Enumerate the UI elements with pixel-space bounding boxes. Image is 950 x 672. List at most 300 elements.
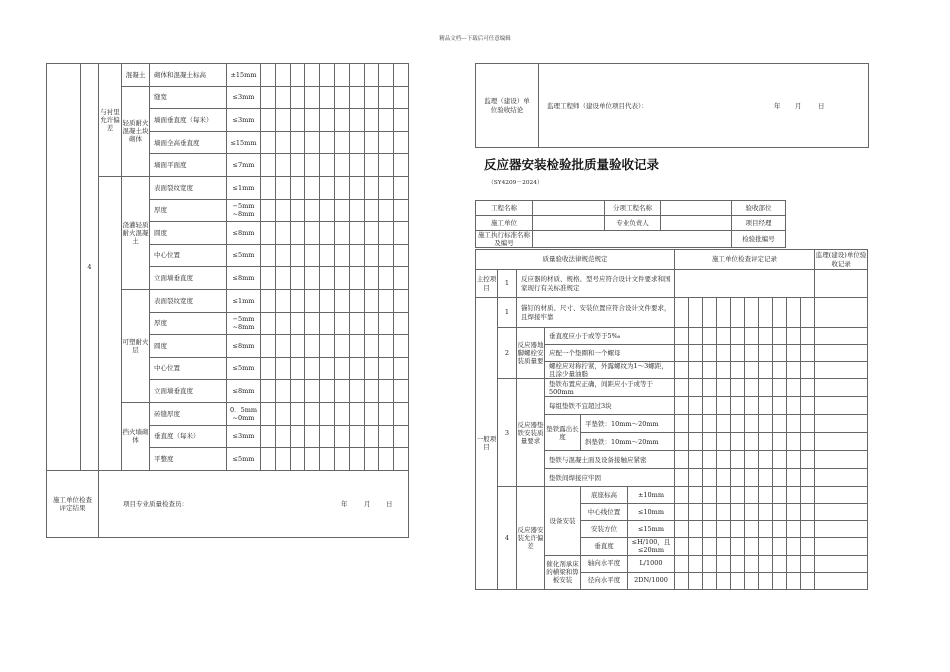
left-check-cell[interactable]	[275, 312, 290, 335]
general-check-cell[interactable]	[745, 298, 759, 328]
general-check-cell[interactable]	[773, 487, 787, 504]
general-check-cell[interactable]	[703, 298, 717, 328]
left-check-cell[interactable]	[349, 154, 364, 177]
general-check-cell[interactable]	[759, 362, 773, 379]
general-check-cell[interactable]	[675, 521, 689, 538]
general-check-cell[interactable]	[773, 555, 787, 572]
left-check-cell[interactable]	[290, 425, 305, 448]
general-check-cell[interactable]	[745, 345, 759, 362]
general-check-cell[interactable]	[731, 328, 745, 345]
general-check-cell[interactable]	[717, 451, 731, 469]
left-check-cell[interactable]	[275, 244, 290, 267]
general-check-cell[interactable]	[745, 469, 759, 487]
general-sup-cell[interactable]	[815, 504, 868, 521]
left-check-cell[interactable]	[320, 402, 335, 425]
left-check-cell[interactable]	[394, 448, 409, 471]
left-check-cell[interactable]	[305, 222, 320, 245]
left-check-cell[interactable]	[261, 109, 276, 132]
left-check-cell[interactable]	[379, 267, 394, 290]
left-check-cell[interactable]	[305, 86, 320, 109]
general-check-cell[interactable]	[731, 572, 745, 589]
general-check-cell[interactable]	[745, 433, 759, 451]
left-check-cell[interactable]	[305, 402, 320, 425]
general-check-cell[interactable]	[689, 451, 703, 469]
general-sup-cell[interactable]	[815, 555, 868, 572]
left-check-cell[interactable]	[261, 448, 276, 471]
general-check-cell[interactable]	[787, 555, 801, 572]
general-sup-cell[interactable]	[815, 379, 868, 397]
general-check-cell[interactable]	[703, 362, 717, 379]
general-check-cell[interactable]	[731, 521, 745, 538]
left-check-cell[interactable]	[379, 402, 394, 425]
general-check-cell[interactable]	[773, 538, 787, 555]
left-check-cell[interactable]	[364, 86, 379, 109]
general-check-cell[interactable]	[801, 433, 815, 451]
general-check-cell[interactable]	[689, 555, 703, 572]
left-check-cell[interactable]	[290, 244, 305, 267]
left-check-cell[interactable]	[334, 289, 349, 312]
general-check-cell[interactable]	[759, 379, 773, 397]
general-check-cell[interactable]	[787, 415, 801, 433]
left-check-cell[interactable]	[349, 425, 364, 448]
left-check-cell[interactable]	[394, 86, 409, 109]
general-check-cell[interactable]	[745, 555, 759, 572]
general-check-cell[interactable]	[675, 362, 689, 379]
general-sup-cell[interactable]	[815, 521, 868, 538]
general-check-cell[interactable]	[703, 469, 717, 487]
left-check-cell[interactable]	[320, 109, 335, 132]
left-check-cell[interactable]	[334, 335, 349, 358]
left-check-cell[interactable]	[394, 199, 409, 222]
left-check-cell[interactable]	[334, 176, 349, 199]
general-sup-cell[interactable]	[815, 397, 868, 415]
general-check-cell[interactable]	[773, 362, 787, 379]
general-check-cell[interactable]	[689, 521, 703, 538]
left-check-cell[interactable]	[364, 222, 379, 245]
left-check-cell[interactable]	[290, 64, 305, 87]
general-sup-cell[interactable]	[815, 433, 868, 451]
general-check-cell[interactable]	[689, 397, 703, 415]
left-check-cell[interactable]	[394, 357, 409, 380]
left-check-cell[interactable]	[364, 109, 379, 132]
left-check-cell[interactable]	[364, 289, 379, 312]
general-check-cell[interactable]	[717, 415, 731, 433]
general-check-cell[interactable]	[717, 433, 731, 451]
left-check-cell[interactable]	[379, 64, 394, 87]
left-check-cell[interactable]	[261, 267, 276, 290]
left-check-cell[interactable]	[275, 86, 290, 109]
general-check-cell[interactable]	[689, 345, 703, 362]
left-check-cell[interactable]	[394, 312, 409, 335]
general-check-cell[interactable]	[759, 469, 773, 487]
left-check-cell[interactable]	[305, 357, 320, 380]
left-check-cell[interactable]	[261, 380, 276, 403]
left-check-cell[interactable]	[334, 199, 349, 222]
left-check-cell[interactable]	[320, 176, 335, 199]
left-check-cell[interactable]	[379, 199, 394, 222]
left-check-cell[interactable]	[261, 335, 276, 358]
left-check-cell[interactable]	[290, 402, 305, 425]
left-check-cell[interactable]	[320, 199, 335, 222]
general-check-cell[interactable]	[703, 328, 717, 345]
left-check-cell[interactable]	[290, 154, 305, 177]
left-check-cell[interactable]	[349, 448, 364, 471]
left-check-cell[interactable]	[261, 131, 276, 154]
left-check-cell[interactable]	[275, 289, 290, 312]
general-check-cell[interactable]	[787, 451, 801, 469]
general-check-cell[interactable]	[787, 521, 801, 538]
general-check-cell[interactable]	[675, 487, 689, 504]
general-check-cell[interactable]	[689, 328, 703, 345]
general-check-cell[interactable]	[703, 504, 717, 521]
left-check-cell[interactable]	[349, 335, 364, 358]
general-check-cell[interactable]	[703, 379, 717, 397]
left-check-cell[interactable]	[334, 244, 349, 267]
general-check-cell[interactable]	[787, 487, 801, 504]
left-check-cell[interactable]	[394, 154, 409, 177]
left-check-cell[interactable]	[305, 244, 320, 267]
general-sup-cell[interactable]	[815, 451, 868, 469]
left-check-cell[interactable]	[275, 267, 290, 290]
left-check-cell[interactable]	[305, 380, 320, 403]
general-sup-cell[interactable]	[815, 345, 868, 362]
left-check-cell[interactable]	[349, 64, 364, 87]
left-check-cell[interactable]	[364, 425, 379, 448]
general-check-cell[interactable]	[773, 469, 787, 487]
general-check-cell[interactable]	[773, 521, 787, 538]
general-check-cell[interactable]	[703, 415, 717, 433]
general-check-cell[interactable]	[717, 362, 731, 379]
left-check-cell[interactable]	[349, 222, 364, 245]
left-check-cell[interactable]	[261, 86, 276, 109]
left-check-cell[interactable]	[364, 199, 379, 222]
general-check-cell[interactable]	[717, 538, 731, 555]
general-check-cell[interactable]	[689, 362, 703, 379]
left-check-cell[interactable]	[290, 335, 305, 358]
left-check-cell[interactable]	[379, 289, 394, 312]
general-check-cell[interactable]	[675, 469, 689, 487]
left-check-cell[interactable]	[275, 154, 290, 177]
left-check-cell[interactable]	[290, 312, 305, 335]
general-check-cell[interactable]	[703, 345, 717, 362]
general-check-cell[interactable]	[675, 328, 689, 345]
general-check-cell[interactable]	[717, 469, 731, 487]
general-check-cell[interactable]	[759, 521, 773, 538]
left-check-cell[interactable]	[334, 448, 349, 471]
left-check-cell[interactable]	[379, 357, 394, 380]
general-check-cell[interactable]	[801, 572, 815, 589]
general-check-cell[interactable]	[731, 379, 745, 397]
general-check-cell[interactable]	[759, 487, 773, 504]
general-check-cell[interactable]	[745, 572, 759, 589]
general-check-cell[interactable]	[759, 504, 773, 521]
general-check-cell[interactable]	[801, 451, 815, 469]
general-check-cell[interactable]	[787, 298, 801, 328]
left-check-cell[interactable]	[275, 402, 290, 425]
left-check-cell[interactable]	[275, 64, 290, 87]
general-check-cell[interactable]	[731, 555, 745, 572]
left-check-cell[interactable]	[275, 448, 290, 471]
general-check-cell[interactable]	[745, 362, 759, 379]
general-check-cell[interactable]	[675, 345, 689, 362]
left-check-cell[interactable]	[261, 244, 276, 267]
left-check-cell[interactable]	[320, 222, 335, 245]
left-check-cell[interactable]	[394, 176, 409, 199]
general-check-cell[interactable]	[703, 487, 717, 504]
left-check-cell[interactable]	[349, 267, 364, 290]
general-check-cell[interactable]	[703, 555, 717, 572]
general-check-cell[interactable]	[801, 415, 815, 433]
left-check-cell[interactable]	[394, 425, 409, 448]
left-check-cell[interactable]	[290, 357, 305, 380]
general-check-cell[interactable]	[801, 487, 815, 504]
left-check-cell[interactable]	[364, 154, 379, 177]
general-check-cell[interactable]	[801, 362, 815, 379]
left-check-cell[interactable]	[334, 154, 349, 177]
left-check-cell[interactable]	[364, 244, 379, 267]
general-check-cell[interactable]	[759, 451, 773, 469]
left-check-cell[interactable]	[290, 267, 305, 290]
left-check-cell[interactable]	[305, 199, 320, 222]
general-check-cell[interactable]	[801, 538, 815, 555]
general-check-cell[interactable]	[731, 298, 745, 328]
general-check-cell[interactable]	[717, 298, 731, 328]
sub-project-value[interactable]	[661, 201, 732, 216]
left-check-cell[interactable]	[290, 86, 305, 109]
left-check-cell[interactable]	[379, 131, 394, 154]
left-check-cell[interactable]	[261, 176, 276, 199]
left-check-cell[interactable]	[379, 176, 394, 199]
left-check-cell[interactable]	[379, 380, 394, 403]
left-check-cell[interactable]	[334, 380, 349, 403]
general-check-cell[interactable]	[731, 451, 745, 469]
general-check-cell[interactable]	[675, 433, 689, 451]
left-check-cell[interactable]	[349, 357, 364, 380]
left-check-cell[interactable]	[261, 357, 276, 380]
left-check-cell[interactable]	[364, 267, 379, 290]
left-check-cell[interactable]	[364, 357, 379, 380]
general-check-cell[interactable]	[689, 469, 703, 487]
general-check-cell[interactable]	[745, 451, 759, 469]
general-check-cell[interactable]	[773, 504, 787, 521]
general-check-cell[interactable]	[787, 469, 801, 487]
left-check-cell[interactable]	[379, 312, 394, 335]
general-check-cell[interactable]	[801, 521, 815, 538]
left-check-cell[interactable]	[334, 222, 349, 245]
left-check-cell[interactable]	[290, 109, 305, 132]
general-check-cell[interactable]	[745, 328, 759, 345]
general-check-cell[interactable]	[759, 328, 773, 345]
general-check-cell[interactable]	[717, 521, 731, 538]
general-check-cell[interactable]	[675, 504, 689, 521]
general-check-cell[interactable]	[703, 451, 717, 469]
main-sup[interactable]	[815, 270, 868, 298]
left-check-cell[interactable]	[349, 289, 364, 312]
general-check-cell[interactable]	[787, 328, 801, 345]
general-check-cell[interactable]	[773, 433, 787, 451]
general-check-cell[interactable]	[773, 397, 787, 415]
general-check-cell[interactable]	[675, 415, 689, 433]
left-check-cell[interactable]	[290, 380, 305, 403]
general-check-cell[interactable]	[689, 379, 703, 397]
general-check-cell[interactable]	[801, 379, 815, 397]
general-sup-cell[interactable]	[815, 415, 868, 433]
left-check-cell[interactable]	[394, 222, 409, 245]
general-check-cell[interactable]	[801, 397, 815, 415]
general-check-cell[interactable]	[689, 298, 703, 328]
left-check-cell[interactable]	[275, 425, 290, 448]
left-check-cell[interactable]	[334, 425, 349, 448]
general-check-cell[interactable]	[703, 538, 717, 555]
general-sup-cell[interactable]	[815, 538, 868, 555]
left-check-cell[interactable]	[261, 312, 276, 335]
left-check-cell[interactable]	[349, 380, 364, 403]
left-check-cell[interactable]	[275, 222, 290, 245]
left-check-cell[interactable]	[379, 109, 394, 132]
general-sup-cell[interactable]	[815, 362, 868, 379]
left-check-cell[interactable]	[305, 176, 320, 199]
general-check-cell[interactable]	[675, 397, 689, 415]
left-check-cell[interactable]	[261, 289, 276, 312]
left-check-cell[interactable]	[379, 425, 394, 448]
general-sup-cell[interactable]	[815, 572, 868, 589]
general-check-cell[interactable]	[773, 451, 787, 469]
general-sup-cell[interactable]	[815, 487, 868, 504]
left-check-cell[interactable]	[379, 335, 394, 358]
general-check-cell[interactable]	[731, 415, 745, 433]
general-check-cell[interactable]	[731, 397, 745, 415]
left-check-cell[interactable]	[394, 244, 409, 267]
general-check-cell[interactable]	[787, 504, 801, 521]
left-check-cell[interactable]	[349, 176, 364, 199]
left-check-cell[interactable]	[305, 289, 320, 312]
left-check-cell[interactable]	[364, 402, 379, 425]
left-check-cell[interactable]	[305, 448, 320, 471]
general-check-cell[interactable]	[773, 298, 787, 328]
general-check-cell[interactable]	[717, 345, 731, 362]
left-check-cell[interactable]	[349, 109, 364, 132]
general-check-cell[interactable]	[759, 572, 773, 589]
general-check-cell[interactable]	[703, 397, 717, 415]
left-check-cell[interactable]	[290, 176, 305, 199]
left-check-cell[interactable]	[320, 448, 335, 471]
general-check-cell[interactable]	[717, 379, 731, 397]
left-check-cell[interactable]	[290, 448, 305, 471]
left-check-cell[interactable]	[394, 131, 409, 154]
left-check-cell[interactable]	[364, 131, 379, 154]
general-check-cell[interactable]	[717, 572, 731, 589]
left-check-cell[interactable]	[379, 244, 394, 267]
general-check-cell[interactable]	[731, 362, 745, 379]
left-check-cell[interactable]	[320, 131, 335, 154]
general-check-cell[interactable]	[689, 504, 703, 521]
left-check-cell[interactable]	[320, 425, 335, 448]
left-check-cell[interactable]	[394, 267, 409, 290]
left-check-cell[interactable]	[349, 244, 364, 267]
left-check-cell[interactable]	[261, 199, 276, 222]
left-check-cell[interactable]	[261, 64, 276, 87]
general-check-cell[interactable]	[787, 433, 801, 451]
left-check-cell[interactable]	[379, 222, 394, 245]
left-check-cell[interactable]	[394, 64, 409, 87]
left-check-cell[interactable]	[334, 357, 349, 380]
general-check-cell[interactable]	[773, 572, 787, 589]
left-check-cell[interactable]	[334, 312, 349, 335]
left-check-cell[interactable]	[290, 222, 305, 245]
left-check-cell[interactable]	[320, 64, 335, 87]
left-check-cell[interactable]	[305, 64, 320, 87]
left-check-cell[interactable]	[261, 222, 276, 245]
left-check-cell[interactable]	[261, 154, 276, 177]
left-check-cell[interactable]	[349, 402, 364, 425]
left-check-cell[interactable]	[364, 312, 379, 335]
general-check-cell[interactable]	[703, 521, 717, 538]
general-sup-cell[interactable]	[815, 469, 868, 487]
left-check-cell[interactable]	[364, 335, 379, 358]
general-check-cell[interactable]	[731, 504, 745, 521]
general-check-cell[interactable]	[787, 345, 801, 362]
left-check-cell[interactable]	[364, 64, 379, 87]
general-check-cell[interactable]	[773, 328, 787, 345]
left-check-cell[interactable]	[334, 64, 349, 87]
general-check-cell[interactable]	[675, 572, 689, 589]
general-check-cell[interactable]	[675, 555, 689, 572]
general-check-cell[interactable]	[745, 415, 759, 433]
general-check-cell[interactable]	[801, 555, 815, 572]
general-check-cell[interactable]	[731, 469, 745, 487]
general-sup-cell[interactable]	[815, 298, 868, 328]
general-check-cell[interactable]	[801, 345, 815, 362]
general-check-cell[interactable]	[745, 504, 759, 521]
left-check-cell[interactable]	[290, 289, 305, 312]
general-check-cell[interactable]	[787, 362, 801, 379]
general-check-cell[interactable]	[787, 379, 801, 397]
left-check-cell[interactable]	[261, 402, 276, 425]
general-check-cell[interactable]	[689, 415, 703, 433]
left-check-cell[interactable]	[394, 402, 409, 425]
general-check-cell[interactable]	[675, 298, 689, 328]
left-check-cell[interactable]	[290, 131, 305, 154]
left-check-cell[interactable]	[320, 244, 335, 267]
left-check-cell[interactable]	[305, 425, 320, 448]
general-check-cell[interactable]	[717, 504, 731, 521]
left-check-cell[interactable]	[334, 131, 349, 154]
left-check-cell[interactable]	[320, 267, 335, 290]
left-check-cell[interactable]	[305, 131, 320, 154]
left-check-cell[interactable]	[349, 312, 364, 335]
general-check-cell[interactable]	[675, 451, 689, 469]
general-check-cell[interactable]	[731, 538, 745, 555]
left-check-cell[interactable]	[364, 380, 379, 403]
general-check-cell[interactable]	[717, 328, 731, 345]
general-check-cell[interactable]	[745, 521, 759, 538]
left-check-cell[interactable]	[275, 335, 290, 358]
general-check-cell[interactable]	[689, 572, 703, 589]
left-check-cell[interactable]	[394, 289, 409, 312]
left-check-cell[interactable]	[275, 109, 290, 132]
left-check-cell[interactable]	[305, 109, 320, 132]
general-check-cell[interactable]	[717, 397, 731, 415]
general-check-cell[interactable]	[787, 572, 801, 589]
general-check-cell[interactable]	[745, 487, 759, 504]
general-check-cell[interactable]	[689, 433, 703, 451]
left-check-cell[interactable]	[275, 380, 290, 403]
general-check-cell[interactable]	[731, 433, 745, 451]
left-check-cell[interactable]	[305, 312, 320, 335]
general-check-cell[interactable]	[801, 504, 815, 521]
general-check-cell[interactable]	[787, 397, 801, 415]
general-check-cell[interactable]	[759, 433, 773, 451]
